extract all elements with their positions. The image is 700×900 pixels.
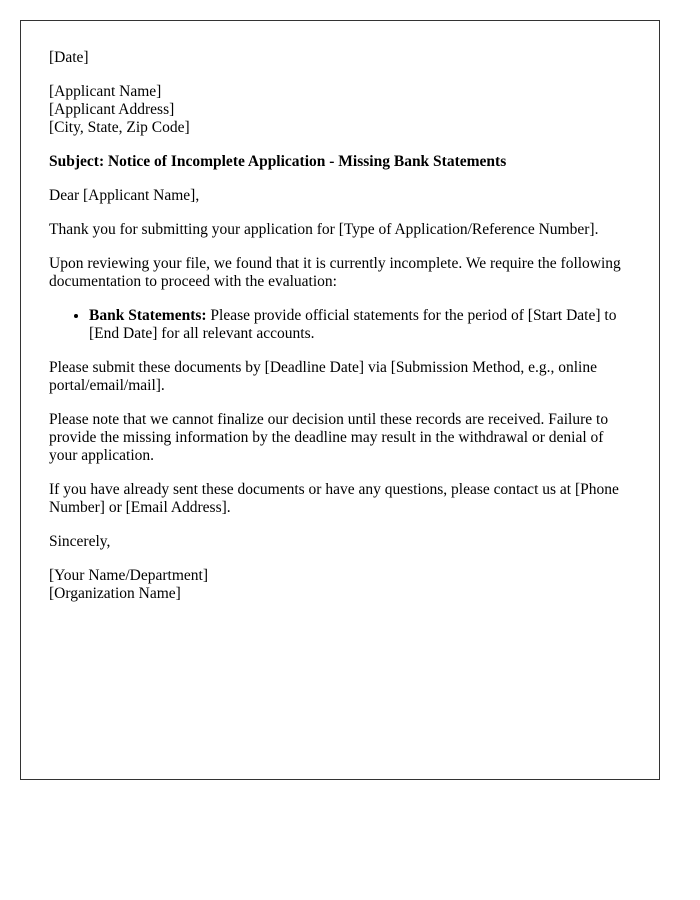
paragraph-submit: Please submit these documents by [Deadline Date] via [Submission Method, e.g., online portal/email/mail]. — [49, 359, 597, 394]
requirements-list — [49, 307, 634, 343]
recipient-block — [49, 83, 634, 137]
signature-name-department: [Your Name/Department] — [49, 567, 208, 584]
requirement-text: Please provide official statements for the period of [Start Date] to [End Date] for all relevant accounts. — [89, 307, 617, 342]
requirement-title: Bank Statements: — [89, 307, 207, 324]
letter-date: [Date] — [49, 49, 89, 66]
paragraph-note: Please note that we cannot finalize our decision until these records are received. Failure to provide the missing information by the deadline may result in the withdrawal or denial of your application. — [49, 411, 609, 464]
recipient-name: [Applicant Name] — [49, 83, 162, 100]
letter-frame — [20, 20, 660, 780]
paragraph-contact: If you have already sent these documents or have any questions, please contact us at [Phone Number] or [Email Address]. — [49, 481, 619, 516]
recipient-address: [Applicant Address] — [49, 101, 175, 118]
signature-organization: [Organization Name] — [49, 585, 181, 602]
recipient-city-state-zip: [City, State, Zip Code] — [49, 119, 190, 136]
signature-block — [49, 567, 634, 603]
list-item — [89, 307, 634, 343]
paragraph-review: Upon reviewing your file, we found that it is currently incomplete. We require the following documentation to proceed with the evaluation: — [49, 255, 621, 290]
letter-salutation: Dear [Applicant Name], — [49, 187, 200, 204]
letter-body — [49, 49, 634, 619]
letter-subject: Subject: Notice of Incomplete Application - Missing Bank Statements — [49, 153, 507, 170]
letter-closing: Sincerely, — [49, 533, 111, 550]
paragraph-thanks: Thank you for submitting your application for [Type of Application/Reference Number]. — [49, 221, 599, 238]
